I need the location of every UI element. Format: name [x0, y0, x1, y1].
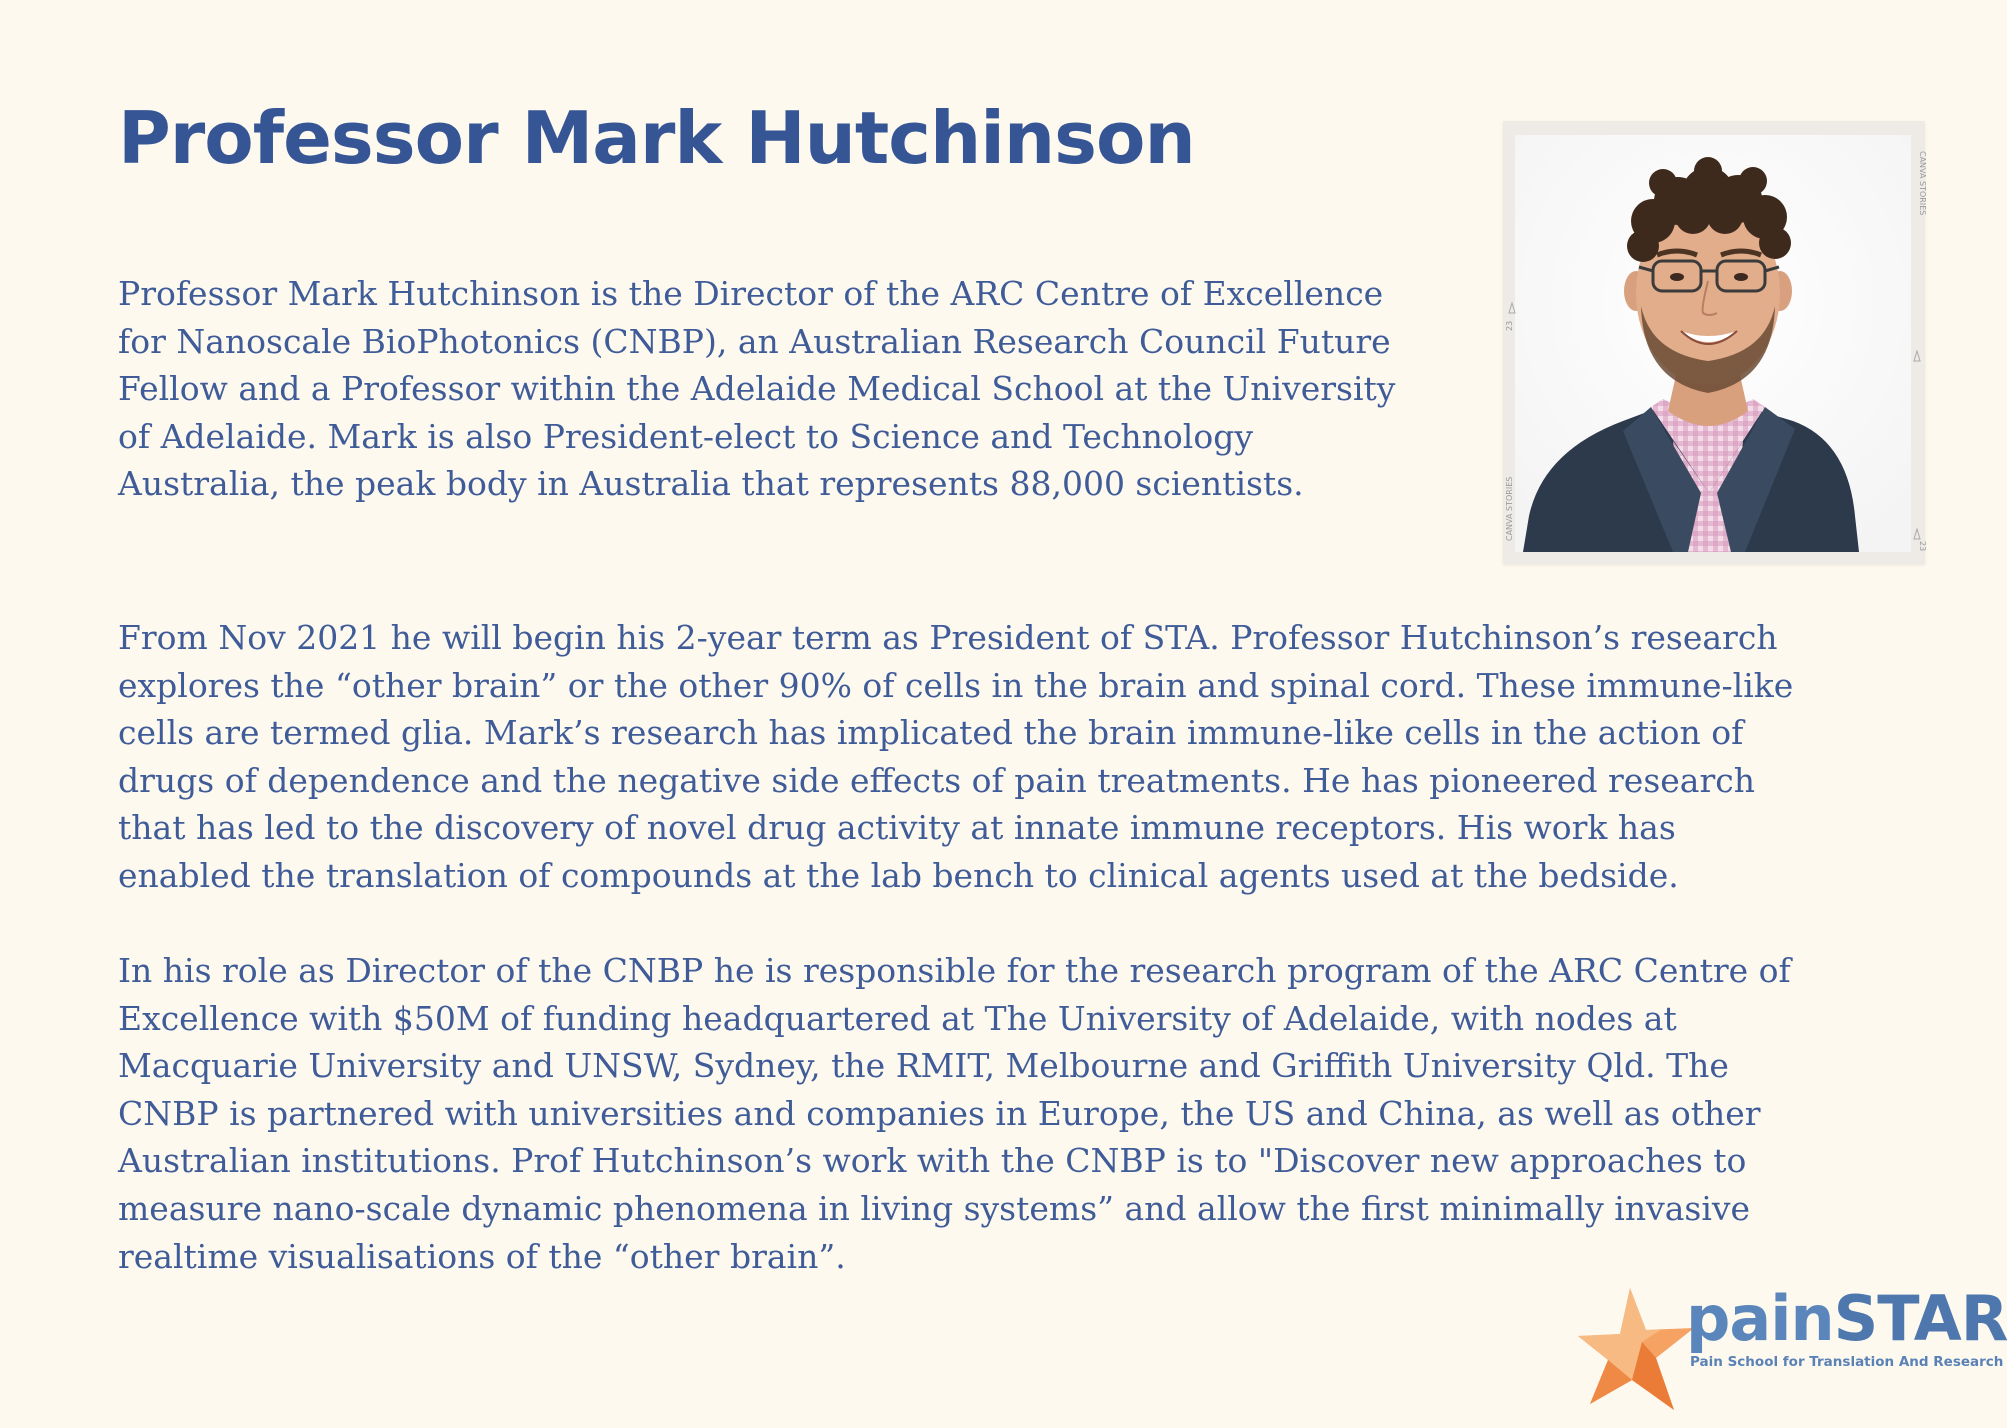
frame-mark: 23: [1505, 320, 1514, 331]
text-line: enabled the translation of compounds at the lab bench to clinical agents used at the bedside.: [118, 855, 1679, 895]
logo-wordmark: [1686, 1282, 2007, 1355]
logo-word-pain: pain: [1686, 1282, 1834, 1355]
text-line: Excellence with $50M of funding headquartered at The University of Adelaide, with nodes at: [118, 998, 1677, 1038]
text-line: measure nano-scale dynamic phenomena in living systems” and allow the first minimally invasive: [118, 1188, 1751, 1228]
text-line: Macquarie University and UNSW, Sydney, the RMIT, Melbourne and Griffith University Qld. The: [118, 1046, 1729, 1086]
bio-paragraph-2: [118, 614, 1793, 900]
painstar-logo: [1578, 1282, 2007, 1420]
text-line: Professor Mark Hutchinson is the Director of the ARC Centre of Excellence: [118, 274, 1384, 313]
text-line: CNBP is partnered with universities and companies in Europe, the US and China, as well as other: [118, 1093, 1761, 1133]
logo-word-star: STAR: [1833, 1282, 2007, 1355]
text-line: drugs of dependence and the negative side effects of pain treatments. He has pioneered research: [118, 760, 1755, 800]
page-title: Professor Mark Hutchinson: [118, 96, 1195, 180]
text-line: of Adelaide. Mark is also President-elect to Science and Technology: [118, 416, 1253, 456]
portrait-photo: [1503, 121, 1925, 564]
frame-mark: 23: [1918, 541, 1927, 552]
text-line: cells are termed glia. Mark’s research has implicated the brain immune-like cells in the action of: [118, 713, 1744, 753]
logo-tagline: Pain School for Translation And Research: [1690, 1354, 2004, 1370]
text-line: Australia, the peak body in Australia that represents 88,000 scientists.: [118, 464, 1304, 504]
text-line: realtime visualisations of the “other brain”.: [118, 1236, 846, 1276]
frame-mark: CANVA STORIES: [1918, 151, 1927, 216]
text-line: Fellow and a Professor within the Adelaide Medical School at the University: [118, 369, 1396, 409]
text-line: that has led to the discovery of novel drug activity at innate immune receptors. His work has: [118, 808, 1676, 848]
text-line: explores the “other brain” or the other 90% of cells in the brain and spinal cord. These immune-like: [118, 665, 1794, 705]
text-line: Australian institutions. Prof Hutchinson’s work with the CNBP is to "Discover new approaches to: [118, 1141, 1747, 1181]
bio-paragraph-1: [118, 270, 1395, 508]
bio-paragraph-3: [118, 947, 1791, 1280]
text-line: for Nanoscale BioPhotonics (CNBP), an Australian Research Council Future: [118, 321, 1391, 361]
text-line: In his role as Director of the CNBP he is responsible for the research program of the ARC Centre of: [118, 951, 1791, 990]
frame-mark: CANVA STORIES: [1505, 476, 1514, 541]
text-line: From Nov 2021 he will begin his 2-year term as President of STA. Professor Hutchinson’s research: [118, 618, 1778, 657]
